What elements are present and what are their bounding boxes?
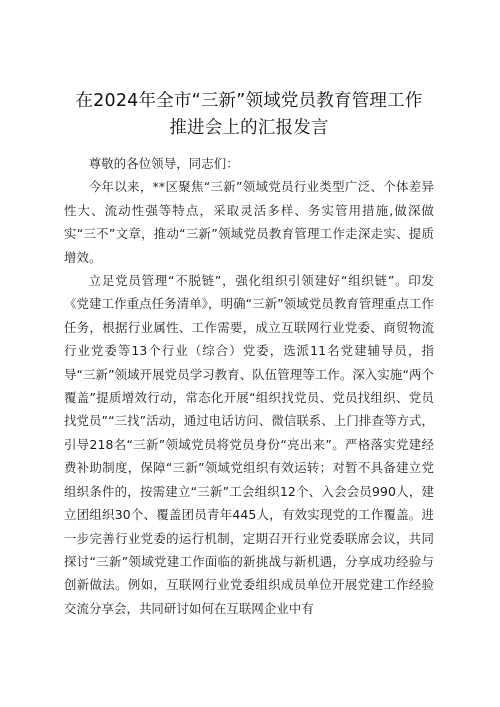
salutation: 尊敬的各位领导，同志们： — [88, 156, 239, 171]
paragraph-organization: 立足党员管理“不脱链”，强化组织引领建好“组织链”。印发《党建工作重点任务清单》，明确“三新”领域党员教育管理重点工作任务，根据行业属性、工作需要，成立互联网行业党委、商贸物流行业党委等13个行业（综合）党委，选派11名党建辅导员，指导“三新”领域开展党员学习教育、队伍管理等工作。深入实施“两个覆盖”提质增效行动，常态化开展“组织找党员、党员找组织、党员找党员”“三找”活动，通过电话访问、微信联系、上门排查等方式，引导218名“三新”领域党员将党员身份“亮出来”。严格落实党建经费补助制度，保障“三新”领域党组织有效运转；对暂不具备建立党组织条件的，按需建立“三新”工会组织12个、入会会员990人，建立团组织30个、覆盖团员青年445人，有效实现党的工作覆盖。进一步完善行业党委的运行机制，定期召开行业党委联席会议，共同探讨“三新”领域党建工作面临的新挑战与新机遇，分享成功经验与创新做法。例如，互联网行业党委组织成员单位开展党建工作经验交流分享会，共同研讨如何在互联网企业中有 — [64, 273, 434, 616]
document-body — [64, 152, 434, 620]
title-line-2: 推进会上的汇报发言 — [169, 118, 329, 138]
document-title — [64, 88, 434, 142]
title-line-1: 在2024年全市“三新”领域党员教育管理工作 — [75, 91, 423, 111]
paragraph-intro: 今年以来，**区聚焦“三新”领域党员行业类型广泛、个体差异性大、流动性强等特点，采取灵活多样、务实管用措施,做深做实“三不”文章，推动“三新”领域党员教育管理工作走深走实、提质增效。 — [64, 179, 434, 265]
